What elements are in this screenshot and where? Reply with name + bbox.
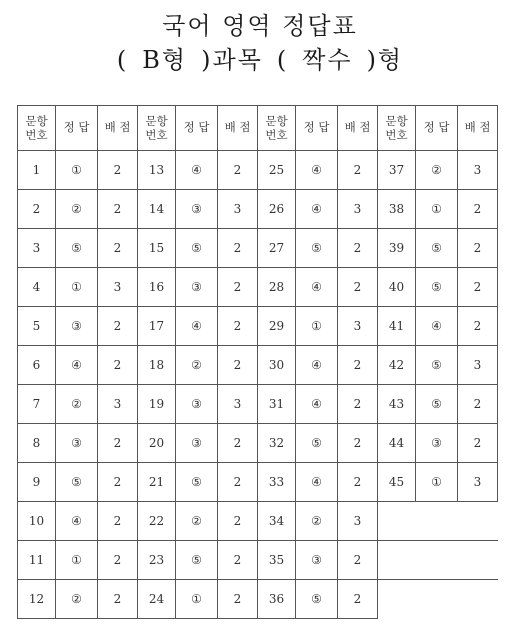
- points-cell: 2: [338, 151, 378, 190]
- question-number-cell: 18: [138, 346, 176, 385]
- points-cell: 3: [98, 385, 138, 424]
- points-cell: 2: [338, 541, 378, 580]
- header-answer: 정 답: [56, 106, 98, 151]
- question-number-cell: 39: [378, 229, 416, 268]
- points-cell: 2: [98, 541, 138, 580]
- subtitle-subject-label: )과목: [201, 46, 263, 74]
- question-number-cell: 34: [258, 502, 296, 541]
- question-number-cell: 24: [138, 580, 176, 619]
- table-row: [18, 463, 498, 502]
- question-number-cell: 38: [378, 190, 416, 229]
- answer-cell: ②: [176, 346, 218, 385]
- answer-cell: ⑤: [416, 229, 458, 268]
- header-question-label: 문항: [385, 113, 408, 128]
- question-number-cell: 31: [258, 385, 296, 424]
- answer-cell: ③: [176, 424, 218, 463]
- question-number-cell: 5: [18, 307, 56, 346]
- empty-cell: [378, 580, 498, 619]
- answer-cell: ①: [56, 268, 98, 307]
- table-row: [18, 268, 498, 307]
- question-number-cell: 10: [18, 502, 56, 541]
- question-number-cell: 45: [378, 463, 416, 502]
- points-cell: 3: [218, 190, 258, 229]
- question-number-cell: 28: [258, 268, 296, 307]
- header-question-label: 문항: [145, 113, 168, 128]
- points-cell: 2: [218, 541, 258, 580]
- answer-cell: ⑤: [296, 580, 338, 619]
- answer-cell: ③: [416, 424, 458, 463]
- points-cell: 2: [218, 580, 258, 619]
- question-number-cell: 35: [258, 541, 296, 580]
- points-cell: 2: [218, 151, 258, 190]
- answer-cell: ⑤: [296, 229, 338, 268]
- page-title: 국어 영역 정답표: [162, 12, 358, 40]
- subtitle-exam-type: B형: [142, 46, 188, 74]
- points-cell: 2: [98, 580, 138, 619]
- answer-cell: ④: [56, 502, 98, 541]
- question-number-cell: 32: [258, 424, 296, 463]
- answer-cell: ⑤: [56, 229, 98, 268]
- question-number-cell: 44: [378, 424, 416, 463]
- question-number-cell: 33: [258, 463, 296, 502]
- points-cell: 2: [98, 229, 138, 268]
- points-cell: 3: [338, 190, 378, 229]
- answer-cell: ②: [176, 502, 218, 541]
- header-question-number: [258, 106, 296, 151]
- question-number-cell: 17: [138, 307, 176, 346]
- header-points: 배 점: [458, 106, 498, 151]
- points-cell: 3: [458, 151, 498, 190]
- answer-cell: ①: [416, 190, 458, 229]
- question-number-cell: 40: [378, 268, 416, 307]
- answer-cell: ①: [56, 541, 98, 580]
- answer-cell: ④: [56, 346, 98, 385]
- header-question-label: 문항: [25, 113, 48, 128]
- answer-cell: ⑤: [416, 268, 458, 307]
- points-cell: 3: [458, 463, 498, 502]
- points-cell: 2: [458, 385, 498, 424]
- question-number-cell: 25: [258, 151, 296, 190]
- question-number-cell: 37: [378, 151, 416, 190]
- points-cell: 2: [218, 229, 258, 268]
- answer-cell: ④: [176, 151, 218, 190]
- header-number-label: 번호: [25, 128, 48, 142]
- points-cell: 2: [338, 463, 378, 502]
- question-number-cell: 42: [378, 346, 416, 385]
- points-cell: 3: [218, 385, 258, 424]
- points-cell: 3: [338, 502, 378, 541]
- answer-cell: ④: [176, 307, 218, 346]
- points-cell: 2: [338, 229, 378, 268]
- answer-cell: ④: [296, 190, 338, 229]
- table-row: [18, 190, 498, 229]
- answer-cell: ①: [296, 307, 338, 346]
- points-cell: 2: [218, 424, 258, 463]
- header-number-label: 번호: [145, 128, 168, 142]
- points-cell: 2: [98, 151, 138, 190]
- table-body: [18, 151, 498, 619]
- empty-cell: [378, 541, 498, 580]
- answer-cell: ③: [56, 424, 98, 463]
- question-number-cell: 43: [378, 385, 416, 424]
- answer-cell: ①: [176, 580, 218, 619]
- points-cell: 2: [98, 190, 138, 229]
- question-number-cell: 13: [138, 151, 176, 190]
- answer-cell: ②: [56, 190, 98, 229]
- question-number-cell: 41: [378, 307, 416, 346]
- question-number-cell: 22: [138, 502, 176, 541]
- answer-table: [17, 105, 498, 619]
- header-points: 배 점: [338, 106, 378, 151]
- header-question-number: [138, 106, 176, 151]
- question-number-cell: 11: [18, 541, 56, 580]
- table-row: [18, 346, 498, 385]
- points-cell: 2: [458, 229, 498, 268]
- answer-cell: ④: [296, 463, 338, 502]
- answer-cell: ③: [176, 190, 218, 229]
- question-number-cell: 12: [18, 580, 56, 619]
- answer-cell: ⑤: [176, 463, 218, 502]
- points-cell: 2: [218, 268, 258, 307]
- question-number-cell: 2: [18, 190, 56, 229]
- header-points: 배 점: [98, 106, 138, 151]
- question-number-cell: 19: [138, 385, 176, 424]
- answer-cell: ⑤: [416, 346, 458, 385]
- points-cell: 2: [218, 502, 258, 541]
- answer-cell: ②: [56, 580, 98, 619]
- question-number-cell: 6: [18, 346, 56, 385]
- points-cell: 2: [98, 424, 138, 463]
- answer-cell: ⑤: [176, 541, 218, 580]
- header-question-number: [378, 106, 416, 151]
- page-subtitle: [0, 40, 520, 75]
- question-number-cell: 21: [138, 463, 176, 502]
- points-cell: 2: [458, 424, 498, 463]
- answer-cell: ③: [296, 541, 338, 580]
- answer-cell: ②: [296, 502, 338, 541]
- answer-cell: ⑤: [56, 463, 98, 502]
- question-number-cell: 3: [18, 229, 56, 268]
- table-row: [18, 580, 498, 619]
- table-row: [18, 229, 498, 268]
- subtitle-form-label: )형: [366, 46, 404, 74]
- answer-cell: ③: [56, 307, 98, 346]
- header-question-label: 문항: [265, 113, 288, 128]
- points-cell: 2: [338, 268, 378, 307]
- header-answer: 정 답: [416, 106, 458, 151]
- table-row: [18, 424, 498, 463]
- table-row: [18, 502, 498, 541]
- answer-cell: ①: [56, 151, 98, 190]
- question-number-cell: 20: [138, 424, 176, 463]
- subtitle-open-paren-2: (: [276, 46, 289, 74]
- answer-cell: ⑤: [416, 385, 458, 424]
- table-row: [18, 307, 498, 346]
- answer-cell: ⑤: [176, 229, 218, 268]
- points-cell: 3: [98, 268, 138, 307]
- points-cell: 2: [338, 346, 378, 385]
- points-cell: 3: [338, 307, 378, 346]
- answer-cell: ④: [296, 268, 338, 307]
- points-cell: 2: [458, 307, 498, 346]
- header-question-number: [18, 106, 56, 151]
- table-header-row: [18, 106, 498, 151]
- answer-cell: ⑤: [296, 424, 338, 463]
- table-row: [18, 385, 498, 424]
- points-cell: 2: [458, 190, 498, 229]
- question-number-cell: 23: [138, 541, 176, 580]
- question-number-cell: 29: [258, 307, 296, 346]
- points-cell: 2: [218, 346, 258, 385]
- points-cell: 2: [338, 385, 378, 424]
- points-cell: 2: [98, 502, 138, 541]
- question-number-cell: 16: [138, 268, 176, 307]
- question-number-cell: 8: [18, 424, 56, 463]
- question-number-cell: 27: [258, 229, 296, 268]
- question-number-cell: 15: [138, 229, 176, 268]
- points-cell: 2: [218, 307, 258, 346]
- answer-cell: ④: [416, 307, 458, 346]
- question-number-cell: 1: [18, 151, 56, 190]
- answer-cell: ③: [176, 268, 218, 307]
- answer-cell: ③: [176, 385, 218, 424]
- header-points: 배 점: [218, 106, 258, 151]
- table-row: [18, 541, 498, 580]
- question-number-cell: 4: [18, 268, 56, 307]
- points-cell: 2: [98, 307, 138, 346]
- answer-cell: ②: [416, 151, 458, 190]
- question-number-cell: 9: [18, 463, 56, 502]
- table-row: [18, 151, 498, 190]
- points-cell: 3: [458, 346, 498, 385]
- points-cell: 2: [98, 463, 138, 502]
- question-number-cell: 26: [258, 190, 296, 229]
- points-cell: 2: [338, 580, 378, 619]
- points-cell: 2: [338, 424, 378, 463]
- subtitle-form-parity: 짝수: [302, 46, 353, 74]
- answer-cell: ①: [416, 463, 458, 502]
- points-cell: 2: [218, 463, 258, 502]
- points-cell: 2: [458, 268, 498, 307]
- header-number-label: 번호: [265, 128, 288, 142]
- answer-cell: ④: [296, 385, 338, 424]
- answer-cell: ④: [296, 151, 338, 190]
- answer-cell: ④: [296, 346, 338, 385]
- header-answer: 정 답: [176, 106, 218, 151]
- header-number-label: 번호: [385, 128, 408, 142]
- question-number-cell: 7: [18, 385, 56, 424]
- question-number-cell: 14: [138, 190, 176, 229]
- subtitle-open-paren: (: [116, 46, 129, 74]
- answer-cell: ②: [56, 385, 98, 424]
- header-answer: 정 답: [296, 106, 338, 151]
- question-number-cell: 36: [258, 580, 296, 619]
- points-cell: 2: [98, 346, 138, 385]
- question-number-cell: 30: [258, 346, 296, 385]
- empty-cell: [378, 502, 498, 541]
